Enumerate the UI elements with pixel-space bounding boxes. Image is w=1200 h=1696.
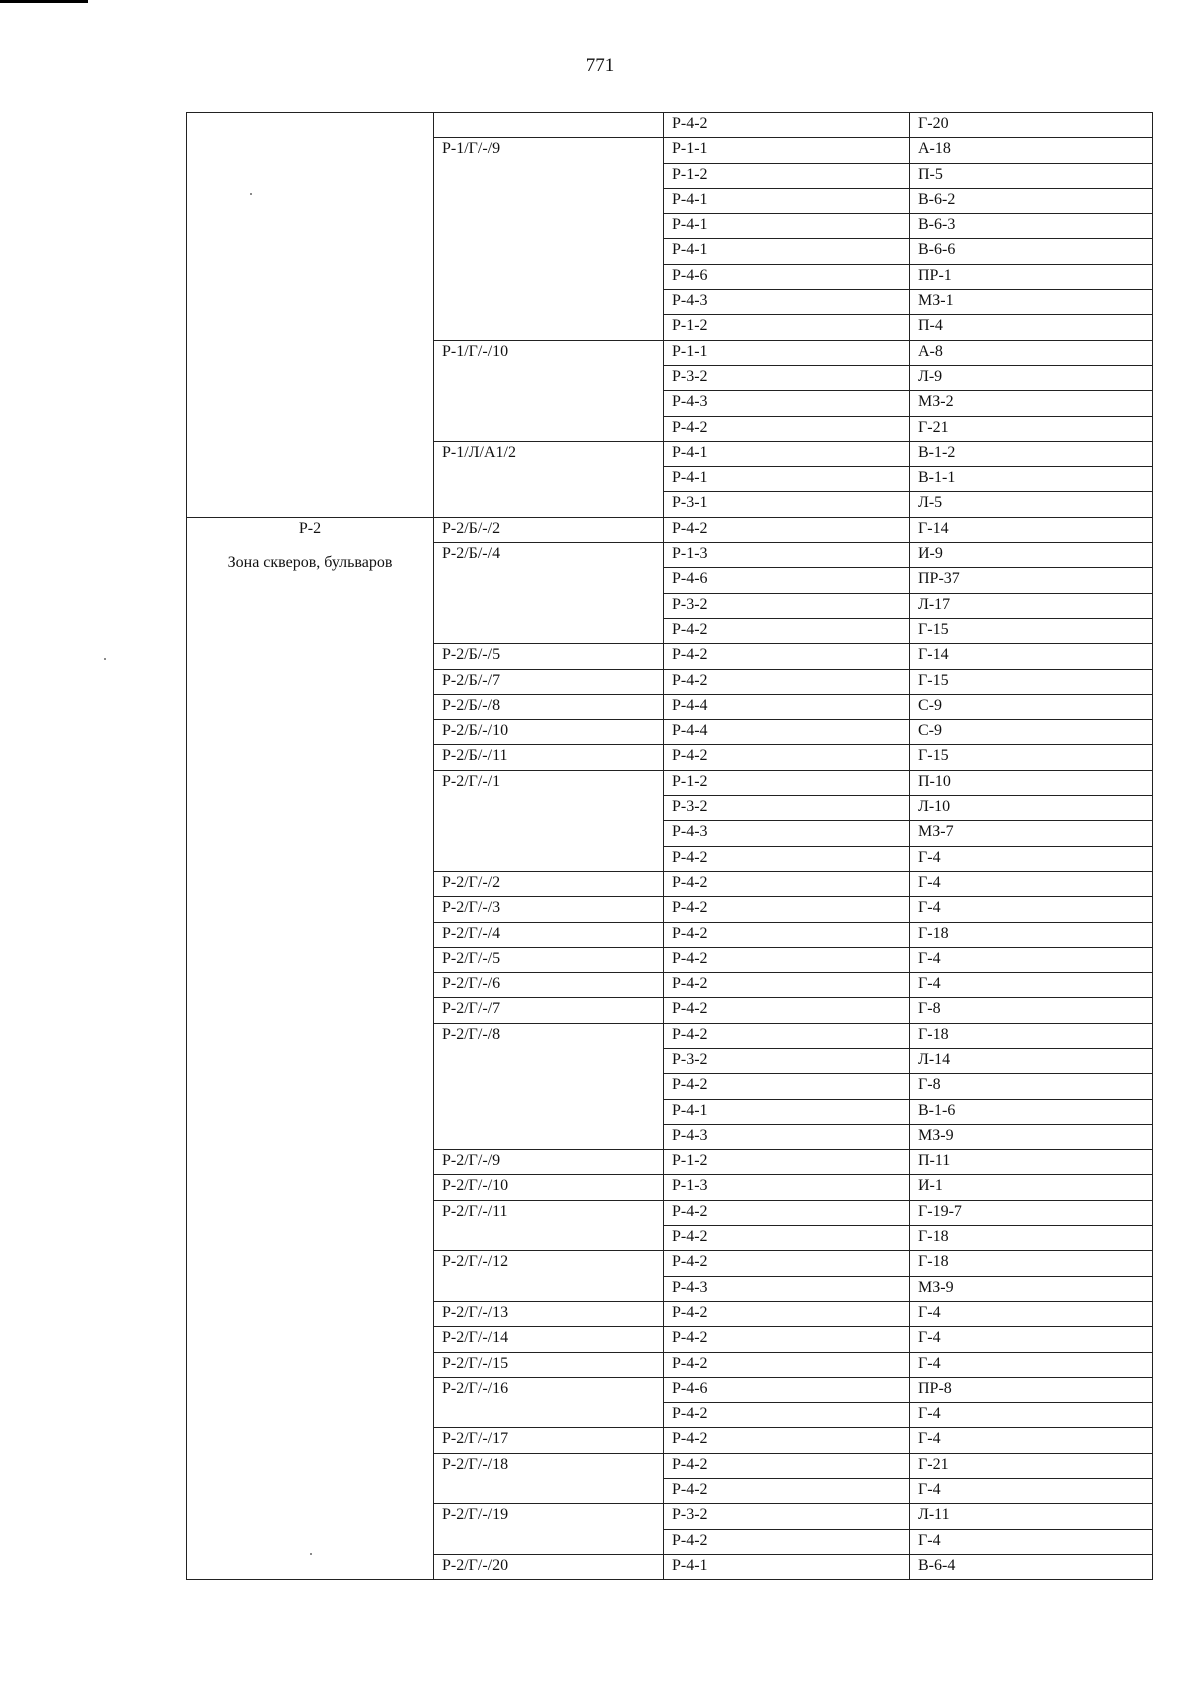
object-cell: Г-14: [910, 644, 1153, 669]
code-cell: Р-3-1: [664, 492, 910, 517]
code-cell: Р-3-2: [664, 1504, 910, 1529]
code-cell: Р-4-2: [664, 1529, 910, 1554]
object-cell: Г-15: [910, 618, 1153, 643]
code-cell: Р-1-3: [664, 543, 910, 568]
object-cell: В-1-6: [910, 1099, 1153, 1124]
object-cell: А-18: [910, 138, 1153, 163]
group-id-cell: Р-2/Г/-/6: [434, 973, 664, 998]
object-cell: Г-19-7: [910, 1200, 1153, 1225]
code-cell: Р-4-2: [664, 745, 910, 770]
code-cell: Р-4-6: [664, 568, 910, 593]
code-cell: Р-4-2: [664, 1226, 910, 1251]
object-cell: Л-11: [910, 1504, 1153, 1529]
code-cell: Р-4-2: [664, 517, 910, 542]
group-id-cell: Р-2/Г/-/12: [434, 1251, 664, 1302]
object-cell: П-5: [910, 163, 1153, 188]
code-cell: Р-4-2: [664, 897, 910, 922]
code-cell: Р-1-2: [664, 163, 910, 188]
code-cell: Р-4-2: [664, 973, 910, 998]
code-cell: Р-4-2: [664, 1352, 910, 1377]
code-cell: Р-4-1: [664, 188, 910, 213]
code-cell: Р-1-2: [664, 1150, 910, 1175]
zone-code: Р-2: [298, 519, 322, 537]
code-cell: Р-4-2: [664, 1403, 910, 1428]
object-cell: Г-4: [910, 1403, 1153, 1428]
scan-edge-mark: [0, 0, 88, 3]
code-cell: Р-1-3: [664, 1175, 910, 1200]
code-cell: Р-1-2: [664, 770, 910, 795]
group-id-cell: Р-2/Г/-/5: [434, 947, 664, 972]
object-cell: С-9: [910, 694, 1153, 719]
code-cell: Р-4-4: [664, 694, 910, 719]
code-cell: Р-4-2: [664, 871, 910, 896]
group-id-cell: Р-2/Г/-/2: [434, 871, 664, 896]
code-cell: Р-4-2: [664, 998, 910, 1023]
code-cell: Р-4-2: [664, 1301, 910, 1326]
group-id-cell: Р-2/Б/-/11: [434, 745, 664, 770]
code-cell: Р-4-2: [664, 1327, 910, 1352]
code-cell: Р-4-2: [664, 947, 910, 972]
code-cell: Р-4-2: [664, 846, 910, 871]
object-cell: ПР-1: [910, 264, 1153, 289]
code-cell: Р-4-2: [664, 1479, 910, 1504]
code-cell: Р-4-6: [664, 264, 910, 289]
zone-cell: [187, 517, 434, 1579]
zoning-table: [186, 112, 1153, 1580]
object-cell: И-1: [910, 1175, 1153, 1200]
object-cell: В-6-3: [910, 214, 1153, 239]
object-cell: ПР-37: [910, 568, 1153, 593]
object-cell: В-1-2: [910, 441, 1153, 466]
object-cell: В-6-6: [910, 239, 1153, 264]
group-id-cell: Р-2/Г/-/19: [434, 1504, 664, 1555]
object-cell: Г-8: [910, 1074, 1153, 1099]
group-id-cell: Р-2/Г/-/15: [434, 1352, 664, 1377]
group-id-cell: Р-2/Г/-/11: [434, 1200, 664, 1251]
object-cell: Г-4: [910, 1327, 1153, 1352]
code-cell: Р-4-1: [664, 467, 910, 492]
object-cell: Г-4: [910, 973, 1153, 998]
object-cell: МЗ-9: [910, 1276, 1153, 1301]
object-cell: Г-4: [910, 897, 1153, 922]
zone-cell: [187, 113, 434, 518]
object-cell: И-9: [910, 543, 1153, 568]
group-id-cell: Р-2/Б/-/2: [434, 517, 664, 542]
code-cell: Р-4-2: [664, 644, 910, 669]
group-id-cell: Р-2/Г/-/1: [434, 770, 664, 871]
object-cell: В-6-2: [910, 188, 1153, 213]
object-cell: Г-20: [910, 113, 1153, 138]
code-cell: Р-3-2: [664, 1048, 910, 1073]
object-cell: МЗ-1: [910, 290, 1153, 315]
group-id-cell: Р-2/Б/-/4: [434, 543, 664, 644]
group-id-cell: Р-2/Г/-/14: [434, 1327, 664, 1352]
object-cell: Л-10: [910, 796, 1153, 821]
page-number: 771: [585, 55, 615, 76]
code-cell: Р-4-3: [664, 1124, 910, 1149]
group-id-cell: Р-2/Г/-/3: [434, 897, 664, 922]
object-cell: Г-4: [910, 1529, 1153, 1554]
table-body: [187, 113, 1153, 1580]
group-id-cell: Р-2/Г/-/17: [434, 1428, 664, 1453]
object-cell: Г-4: [910, 947, 1153, 972]
object-cell: П-10: [910, 770, 1153, 795]
object-cell: Г-4: [910, 1428, 1153, 1453]
code-cell: Р-4-2: [664, 922, 910, 947]
object-cell: Л-5: [910, 492, 1153, 517]
object-cell: Г-18: [910, 922, 1153, 947]
group-id-cell: Р-2/Г/-/16: [434, 1377, 664, 1428]
group-id-cell: Р-1/Г/-/9: [434, 138, 664, 340]
object-cell: П-4: [910, 315, 1153, 340]
code-cell: Р-4-2: [664, 1428, 910, 1453]
object-cell: Л-9: [910, 365, 1153, 390]
code-cell: Р-4-2: [664, 113, 910, 138]
object-cell: Г-4: [910, 846, 1153, 871]
object-cell: Г-14: [910, 517, 1153, 542]
code-cell: Р-4-3: [664, 391, 910, 416]
object-cell: Г-18: [910, 1226, 1153, 1251]
code-cell: Р-4-2: [664, 1453, 910, 1478]
object-cell: П-11: [910, 1150, 1153, 1175]
group-id-cell: Р-2/Б/-/7: [434, 669, 664, 694]
code-cell: Р-4-3: [664, 290, 910, 315]
code-cell: Р-4-2: [664, 1074, 910, 1099]
code-cell: Р-4-2: [664, 618, 910, 643]
group-id-cell: Р-2/Б/-/5: [434, 644, 664, 669]
code-cell: Р-1-1: [664, 138, 910, 163]
object-cell: Г-21: [910, 1453, 1153, 1478]
scan-speck: [104, 658, 106, 660]
code-cell: Р-4-4: [664, 720, 910, 745]
object-cell: Г-8: [910, 998, 1153, 1023]
object-cell: Л-14: [910, 1048, 1153, 1073]
group-id-cell: Р-1/Г/-/10: [434, 340, 664, 441]
object-cell: Г-4: [910, 871, 1153, 896]
object-cell: Г-18: [910, 1251, 1153, 1276]
group-id-cell: Р-2/Г/-/10: [434, 1175, 664, 1200]
group-id-cell: Р-2/Б/-/10: [434, 720, 664, 745]
code-cell: Р-3-2: [664, 365, 910, 390]
code-cell: Р-4-2: [664, 1251, 910, 1276]
code-cell: Р-1-2: [664, 315, 910, 340]
zone-name: Зона скверов, бульваров: [227, 553, 393, 571]
object-cell: С-9: [910, 720, 1153, 745]
group-id-cell: Р-2/Г/-/20: [434, 1554, 664, 1579]
code-cell: Р-4-6: [664, 1377, 910, 1402]
group-id-cell: Р-2/Г/-/13: [434, 1301, 664, 1326]
group-id-cell: Р-2/Г/-/4: [434, 922, 664, 947]
table-row: [187, 113, 1153, 138]
object-cell: Г-15: [910, 745, 1153, 770]
object-cell: В-6-4: [910, 1554, 1153, 1579]
group-id-cell: Р-2/Г/-/18: [434, 1453, 664, 1504]
code-cell: Р-4-1: [664, 441, 910, 466]
object-cell: Г-18: [910, 1023, 1153, 1048]
group-id-cell: Р-2/Г/-/7: [434, 998, 664, 1023]
group-id-cell: Р-1/Л/А1/2: [434, 441, 664, 517]
group-id-cell: Р-2/Г/-/8: [434, 1023, 664, 1149]
code-cell: Р-4-2: [664, 1023, 910, 1048]
code-cell: Р-4-1: [664, 214, 910, 239]
group-id-cell: Р-2/Б/-/8: [434, 694, 664, 719]
code-cell: Р-4-1: [664, 1554, 910, 1579]
object-cell: МЗ-7: [910, 821, 1153, 846]
code-cell: Р-3-2: [664, 796, 910, 821]
code-cell: Р-4-1: [664, 1099, 910, 1124]
object-cell: В-1-1: [910, 467, 1153, 492]
code-cell: Р-4-2: [664, 416, 910, 441]
code-cell: Р-3-2: [664, 593, 910, 618]
group-id-cell: Р-2/Г/-/9: [434, 1150, 664, 1175]
code-cell: Р-4-1: [664, 239, 910, 264]
object-cell: Г-15: [910, 669, 1153, 694]
object-cell: А-8: [910, 340, 1153, 365]
object-cell: МЗ-9: [910, 1124, 1153, 1149]
table-row: [187, 517, 1153, 542]
code-cell: Р-4-3: [664, 821, 910, 846]
object-cell: МЗ-2: [910, 391, 1153, 416]
group-id-cell: [434, 113, 664, 138]
code-cell: Р-1-1: [664, 340, 910, 365]
object-cell: Г-4: [910, 1301, 1153, 1326]
object-cell: Г-4: [910, 1479, 1153, 1504]
object-cell: ПР-8: [910, 1377, 1153, 1402]
object-cell: Г-4: [910, 1352, 1153, 1377]
code-cell: Р-4-3: [664, 1276, 910, 1301]
object-cell: Г-21: [910, 416, 1153, 441]
code-cell: Р-4-2: [664, 1200, 910, 1225]
code-cell: Р-4-2: [664, 669, 910, 694]
object-cell: Л-17: [910, 593, 1153, 618]
